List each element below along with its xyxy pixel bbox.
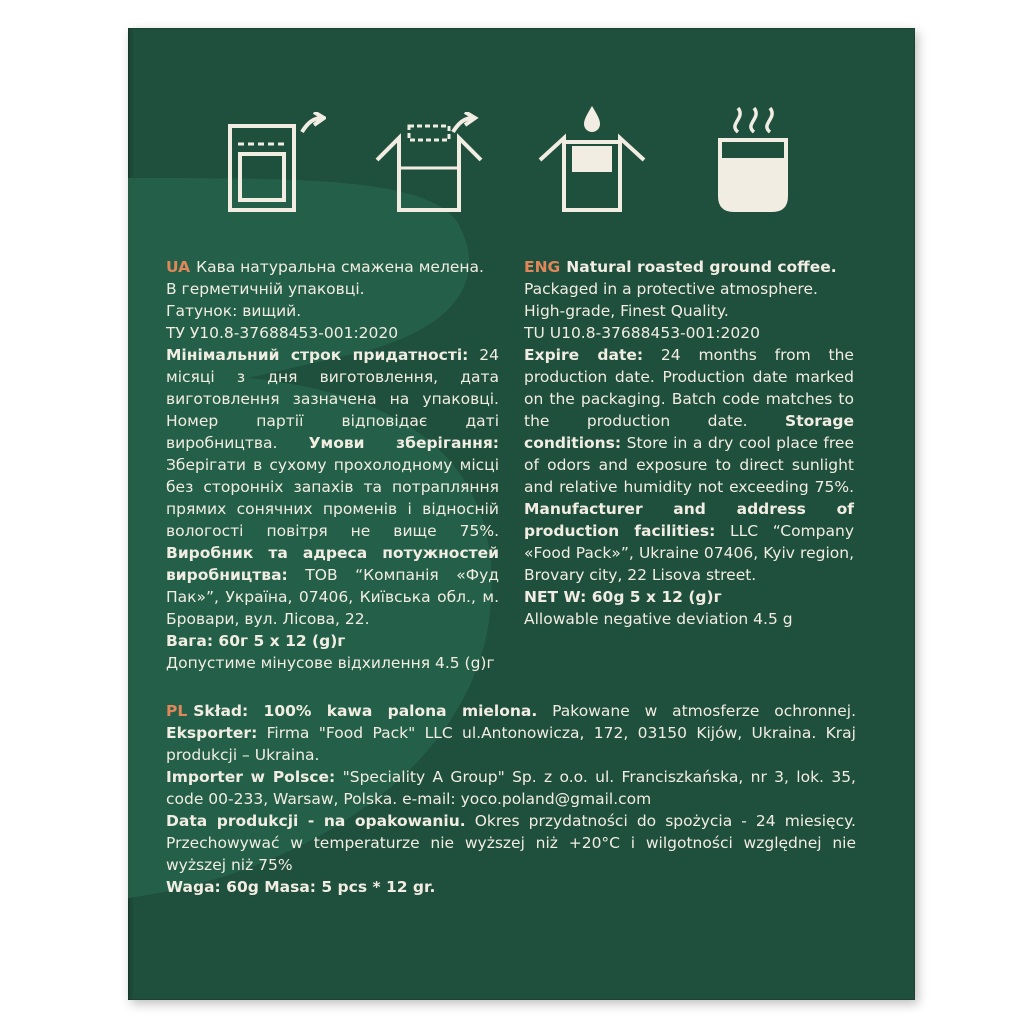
pl-importer-text: "Speciality A Group" Sp. z o.o. ul. Franciszkańska, nr 3, lok. 35, code 00-233, Warsaw, Polska. e-mail: yoco.poland@gmail.com (166, 768, 856, 808)
en-deviation: Allowable negative deviation 4.5 g (524, 610, 793, 628)
pl-title-rest: Pakowane w atmosferze ochronnej. (552, 702, 856, 720)
en-storage-label: Storage conditions: (524, 412, 854, 452)
en-line-3: TU U10.8-37688453-001:2020 (524, 324, 760, 342)
pl-date-label: Data produkcji - na opakowaniu. (166, 812, 466, 830)
en-maker-text: LLC “Company «Food Pack»”, Ukraine 07406, Kyiv region, Brovary city, 22 Lisova street. (524, 522, 854, 584)
ukrainian-text-block (166, 256, 499, 674)
pl-exporter-label: Eksporter: (166, 724, 258, 742)
ua-expiry-label: Мінімальний строк придатності: (166, 346, 469, 364)
en-line-2: High-grade, Finest Quality. (524, 302, 729, 320)
ua-maker-label: Виробник та адреса потужностей виробництва: (166, 544, 499, 584)
ua-storage-label: Умови зберігання: (308, 434, 499, 452)
pl-importer-label: Importer w Polsce: (166, 768, 336, 786)
ua-title: Кава натуральна смажена мелена. (196, 258, 484, 276)
polish-text-block (166, 700, 856, 898)
pour-water-icon (536, 104, 648, 216)
ua-line-3: ТУ У10.8-37688453-001:2020 (166, 324, 399, 342)
open-bag-icon (226, 112, 326, 216)
en-expiry-label: Expire date: (524, 346, 644, 364)
english-text-block (524, 256, 854, 630)
lang-code-ua: UA (166, 258, 191, 276)
lang-code-pl: PL (166, 702, 188, 720)
coffee-box-back-panel (128, 28, 915, 1000)
hot-cup-icon (708, 102, 798, 216)
pl-weight: Waga: 60g Masa: 5 pcs * 12 gr. (166, 878, 436, 896)
hang-filter-icon (373, 112, 493, 216)
ua-maker-text: ТОВ “Компанія «Фуд Пак»”, Україна, 07406, Київська обл., м. Бровари, вул. Лісова, 22. (166, 566, 499, 628)
pl-date-text: Okres przydatności do spożycia - 24 miesięcy. Przechowywać w temperaturze nie wyższej niż +20°C i wilgotności względnej nie wyższej niż 75% (166, 812, 856, 874)
en-weight: NET W: 60g 5 x 12 (g)г (524, 588, 722, 606)
ua-line-1: В герметичній упаковці. (166, 280, 365, 298)
en-maker-label: Manufacturer and address of production facilities: (524, 500, 854, 540)
pl-exporter-text: Firma "Food Pack" LLC ul.Antonowicza, 172, 03150 Kijów, Ukraina. Kraj produkcji – Ukraina. (166, 724, 856, 764)
lang-code-en: ENG (524, 258, 561, 276)
pl-title: Skład: 100% kawa palona mielona. (193, 702, 538, 720)
en-expiry-text: 24 months from the production date. Production date marked on the packaging. Batch code matches to the production date. (524, 346, 854, 430)
en-line-1: Packaged in a protective atmosphere. (524, 280, 818, 298)
ua-deviation: Допустиме мінусове відхилення 4.5 (g)г (166, 654, 495, 672)
en-storage-text: Store in a dry cool place free of odors and exposure to direct sunlight and relative humidity not exceeding 75%. (524, 434, 854, 496)
ua-expiry-text: 24 місяці з дня виготовлення, дата виготовлення зазначена на упаковці. Номер партії відповідає даті виробництва. (166, 346, 499, 452)
brewing-steps (128, 86, 915, 226)
ua-weight: Вага: 60г 5 x 12 (g)г (166, 632, 346, 650)
ua-line-2: Гатунок: вищий. (166, 302, 302, 320)
en-title: Natural roasted ground coffee. (566, 258, 837, 276)
ua-storage-text: Зберігати в сухому прохолодному місці без сторонніх запахів та потрапляння прямих сонячних променів і відносній вологості повітря не вище 75%. (166, 456, 499, 540)
